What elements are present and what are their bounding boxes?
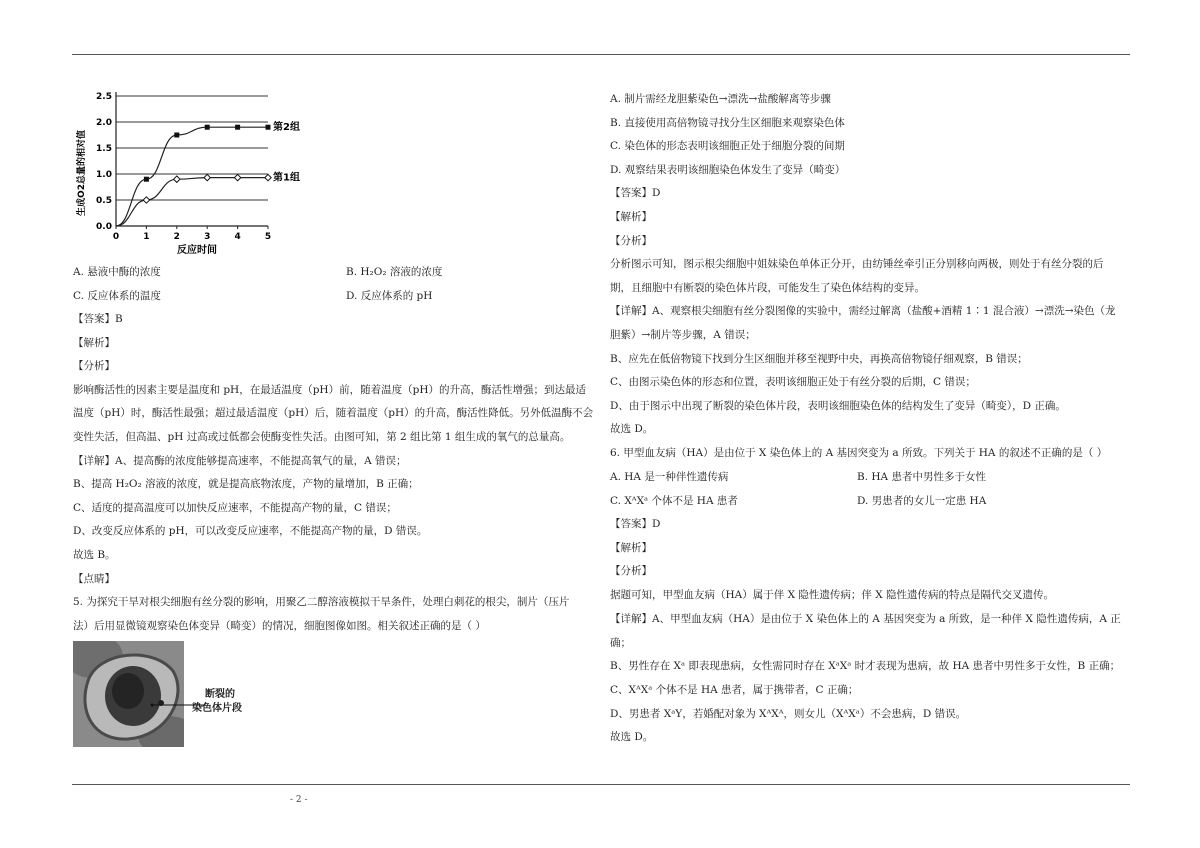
option: A. 悬液中酶的浓度 <box>73 266 161 278</box>
chart-ylabel: 生成O2总量的相对值 <box>77 130 87 216</box>
text-line: D、改变反应体系的 pH，可以改变反应速率，不能提高产物的量，D 错误。 <box>73 525 428 538</box>
chart-series <box>116 120 300 226</box>
text-line: 【详解】A、观察根尖细胞有丝分裂图像的实验中，需经过解离（盐酸+酒精 1∶1 混合液）→漂洗→染色（龙 <box>610 305 1116 318</box>
y-tick-label: 0.5 <box>96 196 112 206</box>
text-line: A. 制片需经龙胆紫染色→漂洗→盐酸解离等步骤 <box>610 93 831 105</box>
text-line: B、提高 H₂O₂ 溶液的浓度，就是提高底物浓度，产物的量增加，B 正确； <box>73 478 419 491</box>
text-line: 【解析】 <box>73 336 115 349</box>
x-tick-label: 2 <box>173 232 180 242</box>
text-line: 故选 D。 <box>610 423 654 436</box>
text-line: 6. 甲型血友病（HA）是由位于 X 染色体上的 A 基因突变为 a 所致。下列关于 HA 的叙述不正确的是（ ） <box>610 447 1108 459</box>
data-point <box>174 176 180 182</box>
x-tick-label: 1 <box>143 232 150 242</box>
page-number: - 2 - <box>290 795 308 805</box>
data-point <box>234 174 240 180</box>
text-line: 胆紫）→制片等步骤，A 错误； <box>610 329 756 341</box>
text-line: B、男性存在 Xᵃ 即表现患病，女性需同时存在 XᵃXᵃ 时才表现为患病，故 HA 患者中男性多于女性，B 正确； <box>610 660 1121 673</box>
text-line: D、男患者 XᵃY，若婚配对象为 XᴬXᴬ，则女儿（XᴬXᵃ）不会患病，D 错误。 <box>610 707 967 720</box>
text-line: 【解析】 <box>610 541 652 554</box>
text-line: 【解析】 <box>610 211 652 223</box>
text-line: 【详解】A、甲型血友病（HA）是由位于 X 染色体上的 A 基因突变为 a 所致，是一种伴 X 隐性遗传病，A 正 <box>610 612 1121 625</box>
text-line: 变性失活，但高温、pH 过高或过低都会使酶变性失活。由图可知，第 2 组比第 1 组生成的氧气的总量高。 <box>73 431 571 443</box>
option: A. HA 是一种伴性遗传病 <box>610 471 729 483</box>
text-line: C、XᴬXᵃ 个体不是 HA 患者，属于携带者，C 正确； <box>610 683 859 696</box>
x-tick-label: 0 <box>112 232 120 242</box>
x-tick-label: 4 <box>234 232 241 242</box>
figure-label-2: 染色体片段 <box>192 703 242 714</box>
text-line: 据题可知，甲型血友病（HA）属于伴 X 隐性遗传病；伴 X 隐性遗传病的特点是隔代交叉遗传。 <box>610 589 1055 602</box>
text-line: 期，且细胞中有断裂的染色体片段，可能发生了染色体结构的变异。 <box>610 281 925 294</box>
text-line: 【分析】 <box>610 565 652 578</box>
header-rule <box>72 54 1130 55</box>
footer-rule <box>72 784 1130 785</box>
data-point <box>235 125 240 130</box>
data-point <box>143 197 149 203</box>
series-label: 第2组 <box>273 122 300 134</box>
option: B. HA 患者中男性多于女性 <box>857 471 986 483</box>
o2-chart <box>72 88 312 258</box>
text-line: 【答案】B <box>73 313 123 325</box>
chart-axes <box>96 92 271 242</box>
text-line: 温度（pH）时，酶活性最强；超过最适温度（pH）后，随着温度（pH）的升高，酶活性降低。另外低温酶不会 <box>73 407 594 420</box>
x-tick-label: 3 <box>204 232 211 242</box>
text-line: 确； <box>610 636 631 649</box>
data-point <box>266 125 271 130</box>
text-line: 【答案】D <box>610 518 661 530</box>
text-line: D、由于图示中出现了断裂的染色体片段，表明该细胞染色体的结构发生了变异（畸变），D 正确。 <box>610 399 1066 412</box>
data-point <box>174 133 179 138</box>
text-line: B. 直接使用高倍物镜寻找分生区细胞来观察染色体 <box>610 116 845 129</box>
text-line: 故选 B。 <box>73 549 116 561</box>
text-line: 法）后用显微镜观察染色体变异（畸变）的情况，细胞图像如图。相关叙述正确的是（ ） <box>73 619 486 632</box>
y-tick-label: 2.5 <box>96 92 112 102</box>
text-line: 【分析】 <box>610 234 652 247</box>
text-line: C、适度的提高温度可以加快反应速率，不能提高产物的量，C 错误； <box>73 501 397 514</box>
data-point <box>204 174 210 180</box>
x-tick-label: 5 <box>264 232 272 242</box>
text-line: 【分析】 <box>73 360 115 373</box>
y-tick-label: 0.0 <box>96 222 112 232</box>
text-line: 5. 为探究干旱对根尖细胞有丝分裂的影响，用聚乙二醇溶液模拟干旱条件，处理白刺花的根尖，制片（压片 <box>73 596 570 609</box>
text-line: 故选 D。 <box>610 731 654 744</box>
y-tick-label: 1.5 <box>96 144 112 154</box>
y-tick-label: 1.0 <box>96 170 112 180</box>
chart-xlabel: 反应时间 <box>177 245 217 256</box>
text-line: 分析图示可知，图示根尖细胞中姐妹染色单体正分开，由纺锤丝牵引正分别移向两极，则处于有丝分裂的后 <box>610 258 1104 271</box>
text-line: C. 染色体的形态表明该细胞正处于细胞分裂的间期 <box>610 140 845 153</box>
text-line: 影响酶活性的因素主要是温度和 pH，在最适温度（pH）前，随着温度（pH）的升高，酶活性增强；到达最适 <box>73 383 586 396</box>
option: D. 反应体系的 pH <box>346 290 433 302</box>
option: B. H₂O₂ 溶液的浓度 <box>346 266 443 278</box>
series-label: 第1组 <box>273 172 300 184</box>
data-point <box>205 125 210 130</box>
text-line: 【答案】D <box>610 187 661 200</box>
option: D. 男患者的女儿一定患 HA <box>857 495 987 507</box>
figure-label-1: 断裂的 <box>205 689 235 700</box>
text-line: C、由图示染色体的形态和位置，表明该细胞正处于有丝分裂的后期，C 错误； <box>610 376 976 389</box>
data-point <box>265 174 271 180</box>
cell-micrograph <box>73 641 184 747</box>
option: C. 反应体系的温度 <box>73 290 161 302</box>
y-tick-label: 2.0 <box>96 118 112 128</box>
text-line: B、应先在低倍物镜下找到分生区细胞并移至视野中央，再换高倍物镜仔细观察，B 错误； <box>610 352 1028 365</box>
text-line: D. 观察结果表明该细胞染色体发生了变异（畸变） <box>610 163 846 176</box>
series-line <box>116 127 268 226</box>
text-line: 【点睛】 <box>73 572 115 585</box>
data-point <box>144 177 149 182</box>
text-line: 【详解】A、提高酶的浓度能够提高速率，不能提高氧气的量，A 错误； <box>73 454 407 467</box>
option: C. XᴬXᵃ 个体不是 HA 患者 <box>610 495 738 507</box>
